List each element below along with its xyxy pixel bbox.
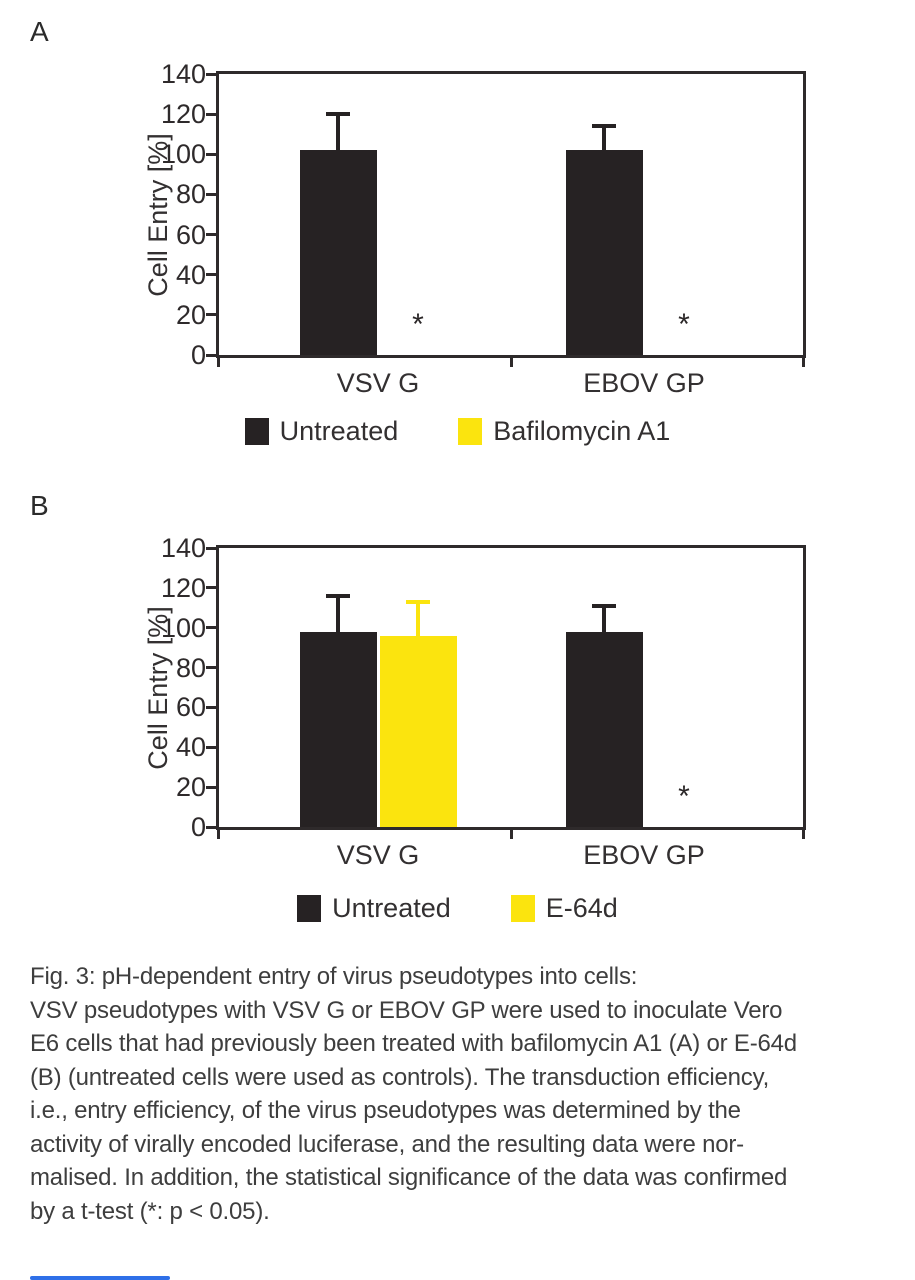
x-tick-mark: [510, 358, 513, 367]
y-tick-label: 100: [160, 612, 206, 643]
y-tick-mark: [206, 666, 219, 669]
bar-untreated: [300, 150, 377, 355]
x-category-label: EBOV GP: [583, 368, 705, 398]
legend-item-untreated: [297, 893, 451, 924]
error-bar-stem: [602, 606, 606, 632]
y-tick-mark: [206, 354, 219, 357]
y-tick-label: 140: [160, 533, 206, 563]
y-tick-mark: [206, 313, 219, 316]
y-axis-title: Cell Entry [%]: [143, 605, 173, 770]
y-tick-label: 100: [160, 139, 206, 170]
x-tick-mark: [802, 830, 805, 839]
bafilomycin-swatch: [458, 418, 482, 445]
y-tick-label: 40: [175, 732, 206, 763]
y-tick-label: 140: [160, 59, 206, 89]
x-category-label: VSV G: [336, 840, 420, 870]
y-tick-mark: [206, 626, 219, 629]
bar-untreated: [566, 150, 643, 355]
caption-line: i.e., entry efficiency, of the virus pseudotypes was determined by the: [30, 1097, 741, 1124]
bar-untreated: [566, 632, 643, 827]
x-category-label: EBOV GP: [583, 840, 705, 870]
significance-asterisk: *: [678, 780, 690, 814]
x-tick-mark: [217, 358, 220, 367]
y-tick-label: 80: [175, 179, 206, 210]
caption-line: malised. In addition, the statistical significance of the data was confirmed: [30, 1164, 788, 1191]
y-tick-label: 120: [160, 572, 206, 603]
error-bar-cap: [592, 604, 616, 608]
bar-e-64d: [380, 636, 457, 827]
error-bar-cap: [326, 594, 350, 598]
error-bar-stem: [336, 596, 340, 632]
significance-asterisk: *: [412, 307, 424, 341]
error-bar-stem: [416, 602, 420, 636]
y-tick-mark: [206, 746, 219, 749]
y-tick-mark: [206, 826, 219, 829]
figure-caption: [30, 960, 900, 1228]
y-tick-mark: [206, 586, 219, 589]
legend-a: [0, 416, 915, 447]
y-tick-label: 120: [160, 99, 206, 130]
y-tick-mark: [206, 153, 219, 156]
untreated-swatch: [245, 418, 269, 445]
error-bar-stem: [336, 114, 340, 150]
panel-a-label: A: [30, 16, 50, 47]
error-bar-cap: [592, 124, 616, 128]
y-tick-mark: [206, 706, 219, 709]
panel-a: [0, 0, 915, 474]
bottom-blue-line: [30, 1276, 170, 1280]
panel-b-label: B: [30, 490, 50, 521]
y-tick-mark: [206, 786, 219, 789]
e64d-swatch: [511, 895, 535, 922]
y-axis-title: Cell Entry [%]: [143, 132, 173, 297]
error-bar-stem: [602, 126, 606, 150]
error-bar-cap: [326, 112, 350, 116]
chart-a-bar-chart: [0, 0, 915, 474]
legend-item-untreated: [245, 416, 399, 447]
bar-untreated: [300, 632, 377, 827]
caption-line: activity of virally encoded luciferase, and the resulting data were nor-: [30, 1130, 744, 1158]
legend-item-e64d: [511, 893, 618, 924]
y-tick-mark: [206, 233, 219, 236]
y-tick-label: 0: [190, 812, 206, 842]
significance-asterisk: *: [678, 307, 690, 341]
legend-label-untreated: Untreated: [332, 893, 451, 923]
y-tick-mark: [206, 273, 219, 276]
legend-item-bafilomycin: [458, 416, 670, 447]
panel-b: [0, 474, 915, 962]
y-tick-label: 60: [175, 692, 206, 723]
x-tick-mark: [802, 358, 805, 367]
y-tick-label: 40: [175, 259, 206, 290]
caption-line: E6 cells that had previously been treated with bafilomycin A1 (A) or E-64d: [30, 1030, 797, 1057]
y-tick-label: 20: [175, 772, 206, 803]
legend-label-bafilomycin: Bafilomycin A1: [493, 416, 671, 446]
error-bar-cap: [406, 600, 430, 604]
y-tick-mark: [206, 193, 219, 196]
x-tick-mark: [510, 830, 513, 839]
legend-label-e64d: E-64d: [545, 893, 618, 923]
y-tick-mark: [206, 113, 219, 116]
y-tick-label: 80: [175, 652, 206, 683]
legend-b: [0, 893, 915, 924]
y-tick-mark: [206, 547, 219, 550]
caption-line: by a t-test (*: p < 0.05).: [30, 1197, 270, 1225]
x-tick-mark: [217, 830, 220, 839]
caption-line: (B) (untreated cells were used as controls). The transduction efficiency,: [30, 1063, 770, 1091]
caption-line: Fig. 3: pH-dependent entry of virus pseudotypes into cells:: [30, 963, 638, 990]
x-category-label: VSV G: [336, 368, 420, 398]
untreated-swatch: [297, 895, 321, 922]
legend-label-untreated: Untreated: [279, 416, 399, 446]
y-tick-label: 60: [175, 219, 206, 250]
y-tick-label: 20: [175, 299, 206, 330]
y-tick-label: 0: [190, 340, 206, 370]
chart-b-bar-chart: [0, 474, 915, 962]
y-tick-mark: [206, 73, 219, 76]
caption-line: VSV pseudotypes with VSV G or EBOV GP were used to inoculate Vero: [30, 996, 783, 1024]
